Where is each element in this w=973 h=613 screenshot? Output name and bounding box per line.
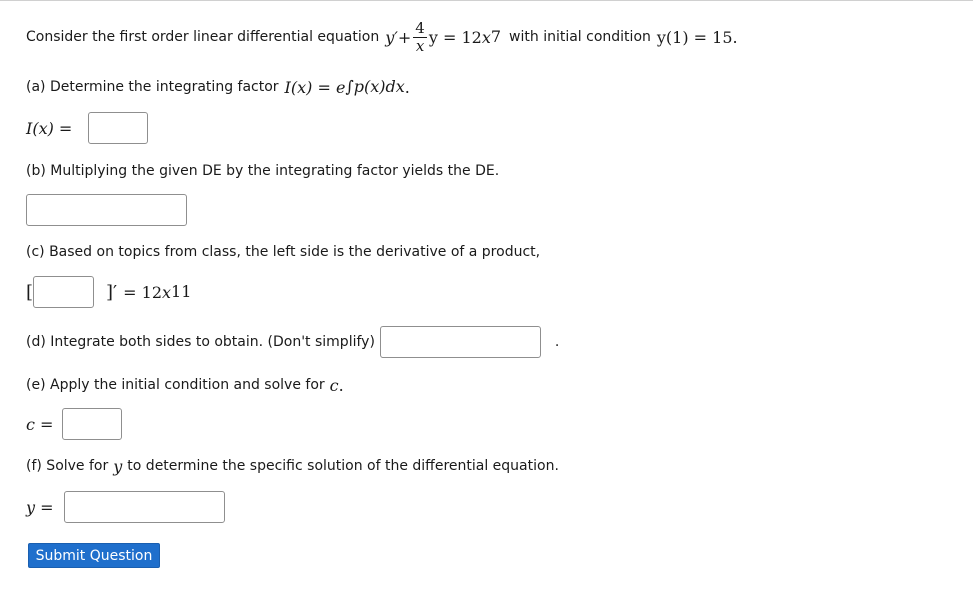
part-b-answer-row <box>26 194 187 226</box>
equation-mid: y = 12 <box>428 27 482 47</box>
condition-text: with initial condition <box>509 29 651 45</box>
part-a-period: . <box>404 77 410 97</box>
equation-lhs: y′+ <box>385 27 412 47</box>
part-f-answer-row <box>26 491 225 523</box>
part-e-prompt <box>26 374 344 396</box>
part-a-answer-label: I(x) = <box>26 118 73 138</box>
open-bracket: [ <box>26 281 34 303</box>
problem-intro: Consider the first order linear differential equation <box>26 29 380 45</box>
part-e-answer-row <box>26 408 122 440</box>
fraction-denominator: x <box>415 36 425 55</box>
equation-fraction <box>413 20 427 55</box>
part-e-period: . <box>338 375 344 395</box>
part-a-answer-row <box>26 112 148 144</box>
integrating-factor-input[interactable] <box>88 112 148 144</box>
part-e-answer-label: c = <box>26 414 54 434</box>
close-bracket-prime: ]′ <box>106 281 118 303</box>
integrated-equation-input[interactable] <box>380 326 541 358</box>
part-f-text-before: (f) Solve for <box>26 458 109 474</box>
part-e-text: (e) Apply the initial condition and solve for <box>26 377 325 393</box>
part-c-prompt <box>26 241 540 263</box>
part-e-var: c <box>329 375 339 395</box>
equation-var: x <box>481 27 491 47</box>
part-c-text: (c) Based on topics from class, the left side is the derivative of a product, <box>26 244 541 260</box>
specific-solution-input[interactable] <box>64 491 225 523</box>
part-c-equals: = 12 <box>123 282 162 302</box>
part-b-prompt <box>26 160 499 182</box>
part-a-prompt: (a) Determine the integrating factor I(x) = e ∫p(x)dx . <box>26 77 410 97</box>
constant-c-input[interactable] <box>62 408 122 440</box>
part-d-period: . <box>554 334 560 350</box>
multiplied-de-input[interactable] <box>26 194 187 226</box>
product-input[interactable] <box>33 276 94 308</box>
part-f-var: y <box>113 456 123 476</box>
fraction-numerator: 4 <box>415 18 425 37</box>
part-a-text: (a) Determine the integrating factor <box>26 79 279 95</box>
part-b-text: (b) Multiplying the given DE by the integrating factor yields the DE. <box>26 163 500 179</box>
submit-question-button[interactable]: Submit Question <box>28 543 160 568</box>
part-d-text: (d) Integrate both sides to obtain. (Don't simplify) <box>26 334 375 350</box>
part-c-var: x <box>162 282 172 302</box>
part-f-answer-label: y = <box>26 497 54 517</box>
part-d-row <box>26 326 559 358</box>
part-f-text-after: to determine the specific solution of the differential equation. <box>127 458 559 474</box>
part-f-prompt <box>26 455 559 477</box>
part-c-answer-row: [ ]′ = 12 x 11 <box>26 276 191 308</box>
top-divider <box>0 0 973 1</box>
problem-statement: Consider the first order linear differential equation y′+ $\frac{4}{x}$ y = 12 x 7 with initial condition y(1) = 15. <box>26 18 738 55</box>
condition-math: y(1) = 15. <box>656 27 738 47</box>
integrating-factor-formula: I(x) = e <box>284 77 346 97</box>
